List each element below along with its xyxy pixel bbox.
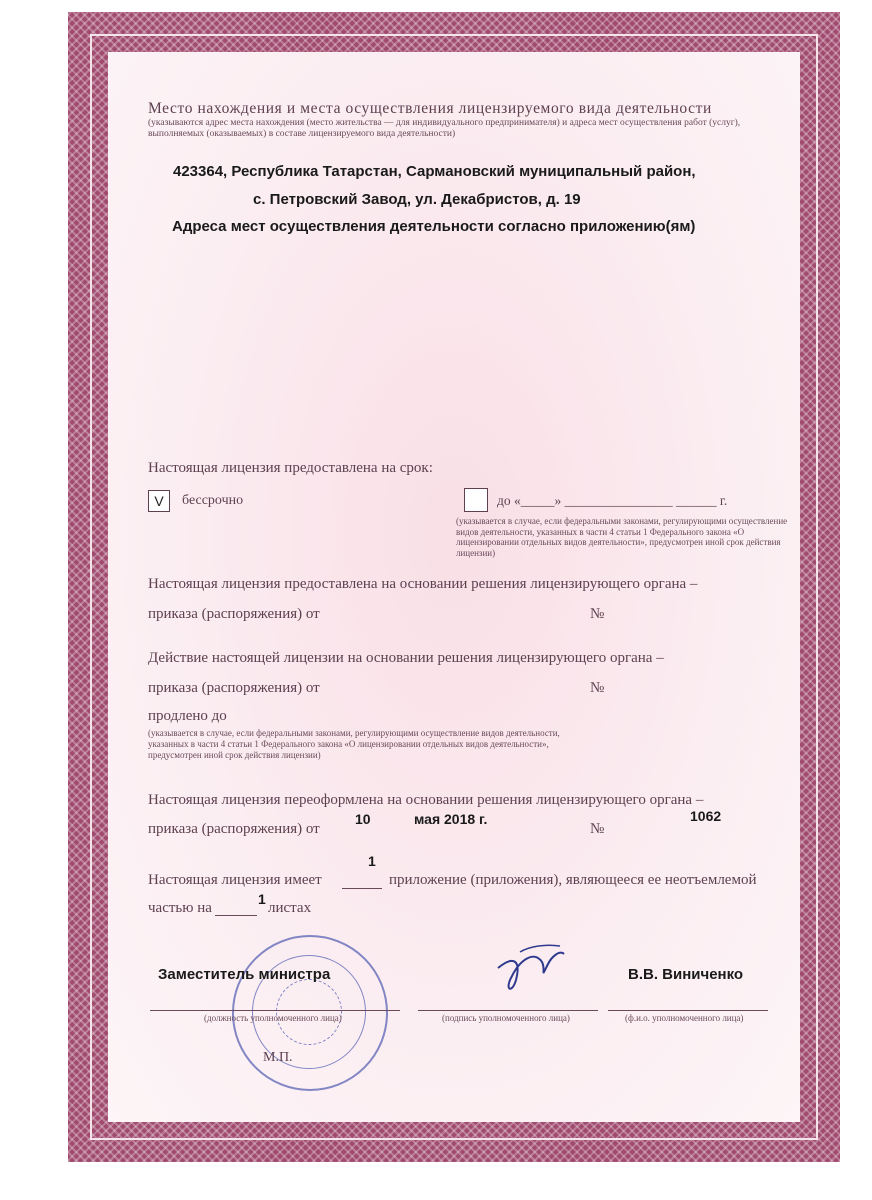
signature-caption: (подпись уполномоченного лица) <box>442 1013 570 1023</box>
signature-underline <box>418 1010 598 1011</box>
term-title: Настоящая лицензия предоставлена на срок: <box>148 460 433 476</box>
extension-note: (указывается в случае, если федеральными законами, регулирующими осуществление видов деятельности, указанных в части 4 статьи 1 Федерального закона «О лицензировании отдельных видов деятельности», предусмотрен иной срок действия лицензии) <box>148 728 560 760</box>
position-caption: (должность уполномоченного лица) <box>204 1013 342 1023</box>
reissue-number-label: № <box>590 821 605 837</box>
unlimited-label: бессрочно <box>182 493 244 508</box>
appendix-count-underline <box>342 888 382 889</box>
signatory-position: Заместитель министра <box>158 966 331 983</box>
until-checkbox <box>464 488 488 512</box>
reissue-day: 10 <box>355 811 371 827</box>
appendix-line-2-suffix: листах <box>268 900 312 916</box>
seal-center-emblem <box>276 979 342 1045</box>
name-underline <box>608 1010 768 1011</box>
address-line-1: 423364, Республика Татарстан, Сармановский муниципальный район, <box>173 163 696 180</box>
basis-line-2: приказа (распоряжения) от <box>148 606 320 622</box>
reissue-number: 1062 <box>690 808 722 824</box>
handwritten-signature <box>490 940 570 998</box>
address-line-3: Адреса мест осуществления деятельности согласно приложению(ям) <box>172 218 696 235</box>
address-line-2: с. Петровский Завод, ул. Декабристов, д. 19 <box>253 191 581 208</box>
position-underline <box>150 1010 400 1011</box>
unlimited-checkbox: V <box>148 490 170 512</box>
extension-line-1: Действие настоящей лицензии на основании решения лицензирующего органа – <box>148 650 664 666</box>
appendix-line-1-suffix: приложение (приложения), являющееся ее неотъемлемой <box>389 872 757 888</box>
extension-line-2: приказа (распоряжения) от <box>148 680 320 696</box>
sheets-underline <box>215 915 257 916</box>
reissue-line-2: приказа (распоряжения) от <box>148 821 320 837</box>
appendix-line-1-prefix: Настоящая лицензия имеет <box>148 872 322 888</box>
extension-number-label: № <box>590 680 605 696</box>
appendix-count: 1 <box>368 853 376 869</box>
extended-until-label: продлено до <box>148 708 227 724</box>
header-note: (указываются адрес места нахождения (место жительства — для индивидуального предпринимателя) и адреса мест осуществления работ (услуг), выполняемых (оказываемых) в составе лицензируемого вида деятельности) <box>148 118 741 139</box>
appendix-sheets: 1 <box>258 891 266 907</box>
basis-line-1: Настоящая лицензия предоставлена на основании решения лицензирующего органа – <box>148 576 698 592</box>
seal-label: М.П. <box>263 1050 293 1065</box>
appendix-line-2-prefix: частью на <box>148 900 212 916</box>
until-note: (указывается в случае, если федеральными законами, регулирующими осуществление видов деятельности, указанных в части 4 статьи 1 Федерального закона «О лицензировании отдельных видов деятельности», предусмотрен иной срок действия лицензии) <box>456 516 788 558</box>
until-label: до «_____» ________________ ______ г. <box>497 493 728 508</box>
name-caption: (ф.и.о. уполномоченного лица) <box>625 1013 744 1023</box>
header-title: Место нахождения и места осуществления лицензируемого вида деятельности <box>148 100 712 117</box>
signatory-name: В.В. Виниченко <box>628 966 744 983</box>
basis-number-label: № <box>590 606 605 622</box>
reissue-month-year: мая 2018 г. <box>414 811 488 827</box>
reissue-line-1: Настоящая лицензия переоформлена на основании решения лицензирующего органа – <box>148 792 704 808</box>
